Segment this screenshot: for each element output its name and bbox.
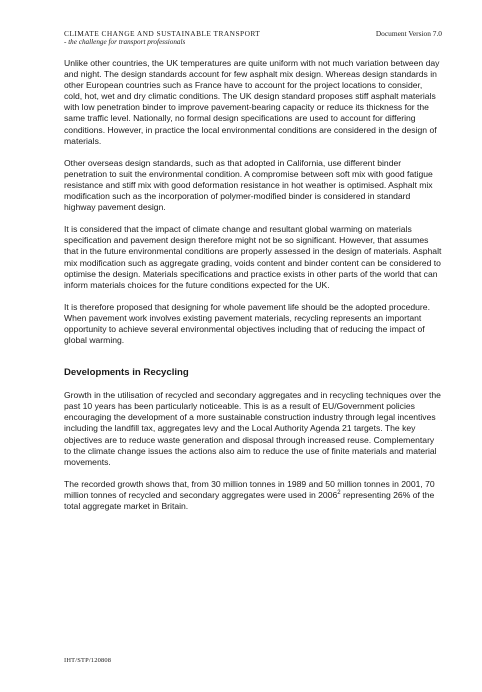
paragraph-whole-pavement-life: It is therefore proposed that designing for whole pavement life should be the adopted procedure. When pavement work involves existing pavement materials, recycling represents an important opportunity to achieve several environmental objectives including that of reducing the impact of global warming.: [64, 301, 430, 346]
paragraph-uk-temperatures: Unlike other countries, the UK temperatures are quite uniform with not much variation between day and night. The design standards account for few asphalt mix design. Whereas design standards in other European countries such as France have to account for the project locations to consider, cold, hot, wet and dry climatic conditions. The UK design standard proposes stiff asphalt materials with low penetration binder to improve pavement-bearing capacity or reduce its thickness for the same traffic level. Nationally, no formal design specifications are used to account for differing conditions. However, in practice the local environmental conditions are considered in the design of materials.: [64, 58, 440, 146]
document-version: Document Version 7.0: [375, 29, 442, 38]
document-title: CLIMATE CHANGE AND SUSTAINABLE TRANSPORT: [64, 29, 261, 38]
section-heading-recycling: Developments in Recycling: [64, 367, 189, 379]
document-subtitle: - the challenge for transport professionals: [64, 38, 186, 46]
paragraph-recorded-growth: [64, 479, 442, 512]
page-header: [64, 29, 442, 46]
recorded-growth-text-end: representing 26% of the total aggregate market in Britain.: [64, 489, 435, 511]
page-footer-code: IHT/STP/120808: [64, 657, 112, 664]
paragraph-recycling-growth: Growth in the utilisation of recycled and secondary aggregates and in recycling techniques over the past 10 years has been particularly noticeable. This is as a result of EU/Government policies encouraging the development of a more sustainable construction industry through legal incentives including the landfill tax, aggregates levy and the Local Authority Agenda 21 targets. The key objectives are to reduce waste generation and disposal through increased reuse. Complementary to the climate change issues the actions also aim to reduce the use of finite materials and material movements.: [64, 390, 441, 467]
paragraph-climate-impact: It is considered that the impact of climate change and resultant global warming on materials specification and pavement design therefore might not be so significant. However, that assumes that in the future environmental conditions are properly assessed in the design of materials. Asphalt mix modification such as aggregate grading, voids content and binder content can be considered to optimise the design. Materials specifications and practice exists in other parts of the world that can inform materials choices for the future conditions expected for the UK.: [64, 224, 442, 290]
footnote-marker: 2: [337, 490, 341, 497]
recorded-growth-text: The recorded growth shows that, from 30 million tonnes in 1989 and 50 million tonnes in 2001, 70 million tonnes of recycled and secondary aggregates were used in 2006: [64, 478, 435, 500]
page-body: [64, 58, 442, 523]
header-row: [64, 29, 442, 38]
paragraph-overseas-standards: Other overseas design standards, such as that adopted in California, use different binder penetration to suit the environmental condition. A compromise between soft mix with good fatigue resistance and stiff mix with good deformation resistance in hot weather is optimised. Asphalt mix modification such as the incorporation of polymer-modified binder is considered in standard highway pavement design.: [64, 157, 433, 213]
